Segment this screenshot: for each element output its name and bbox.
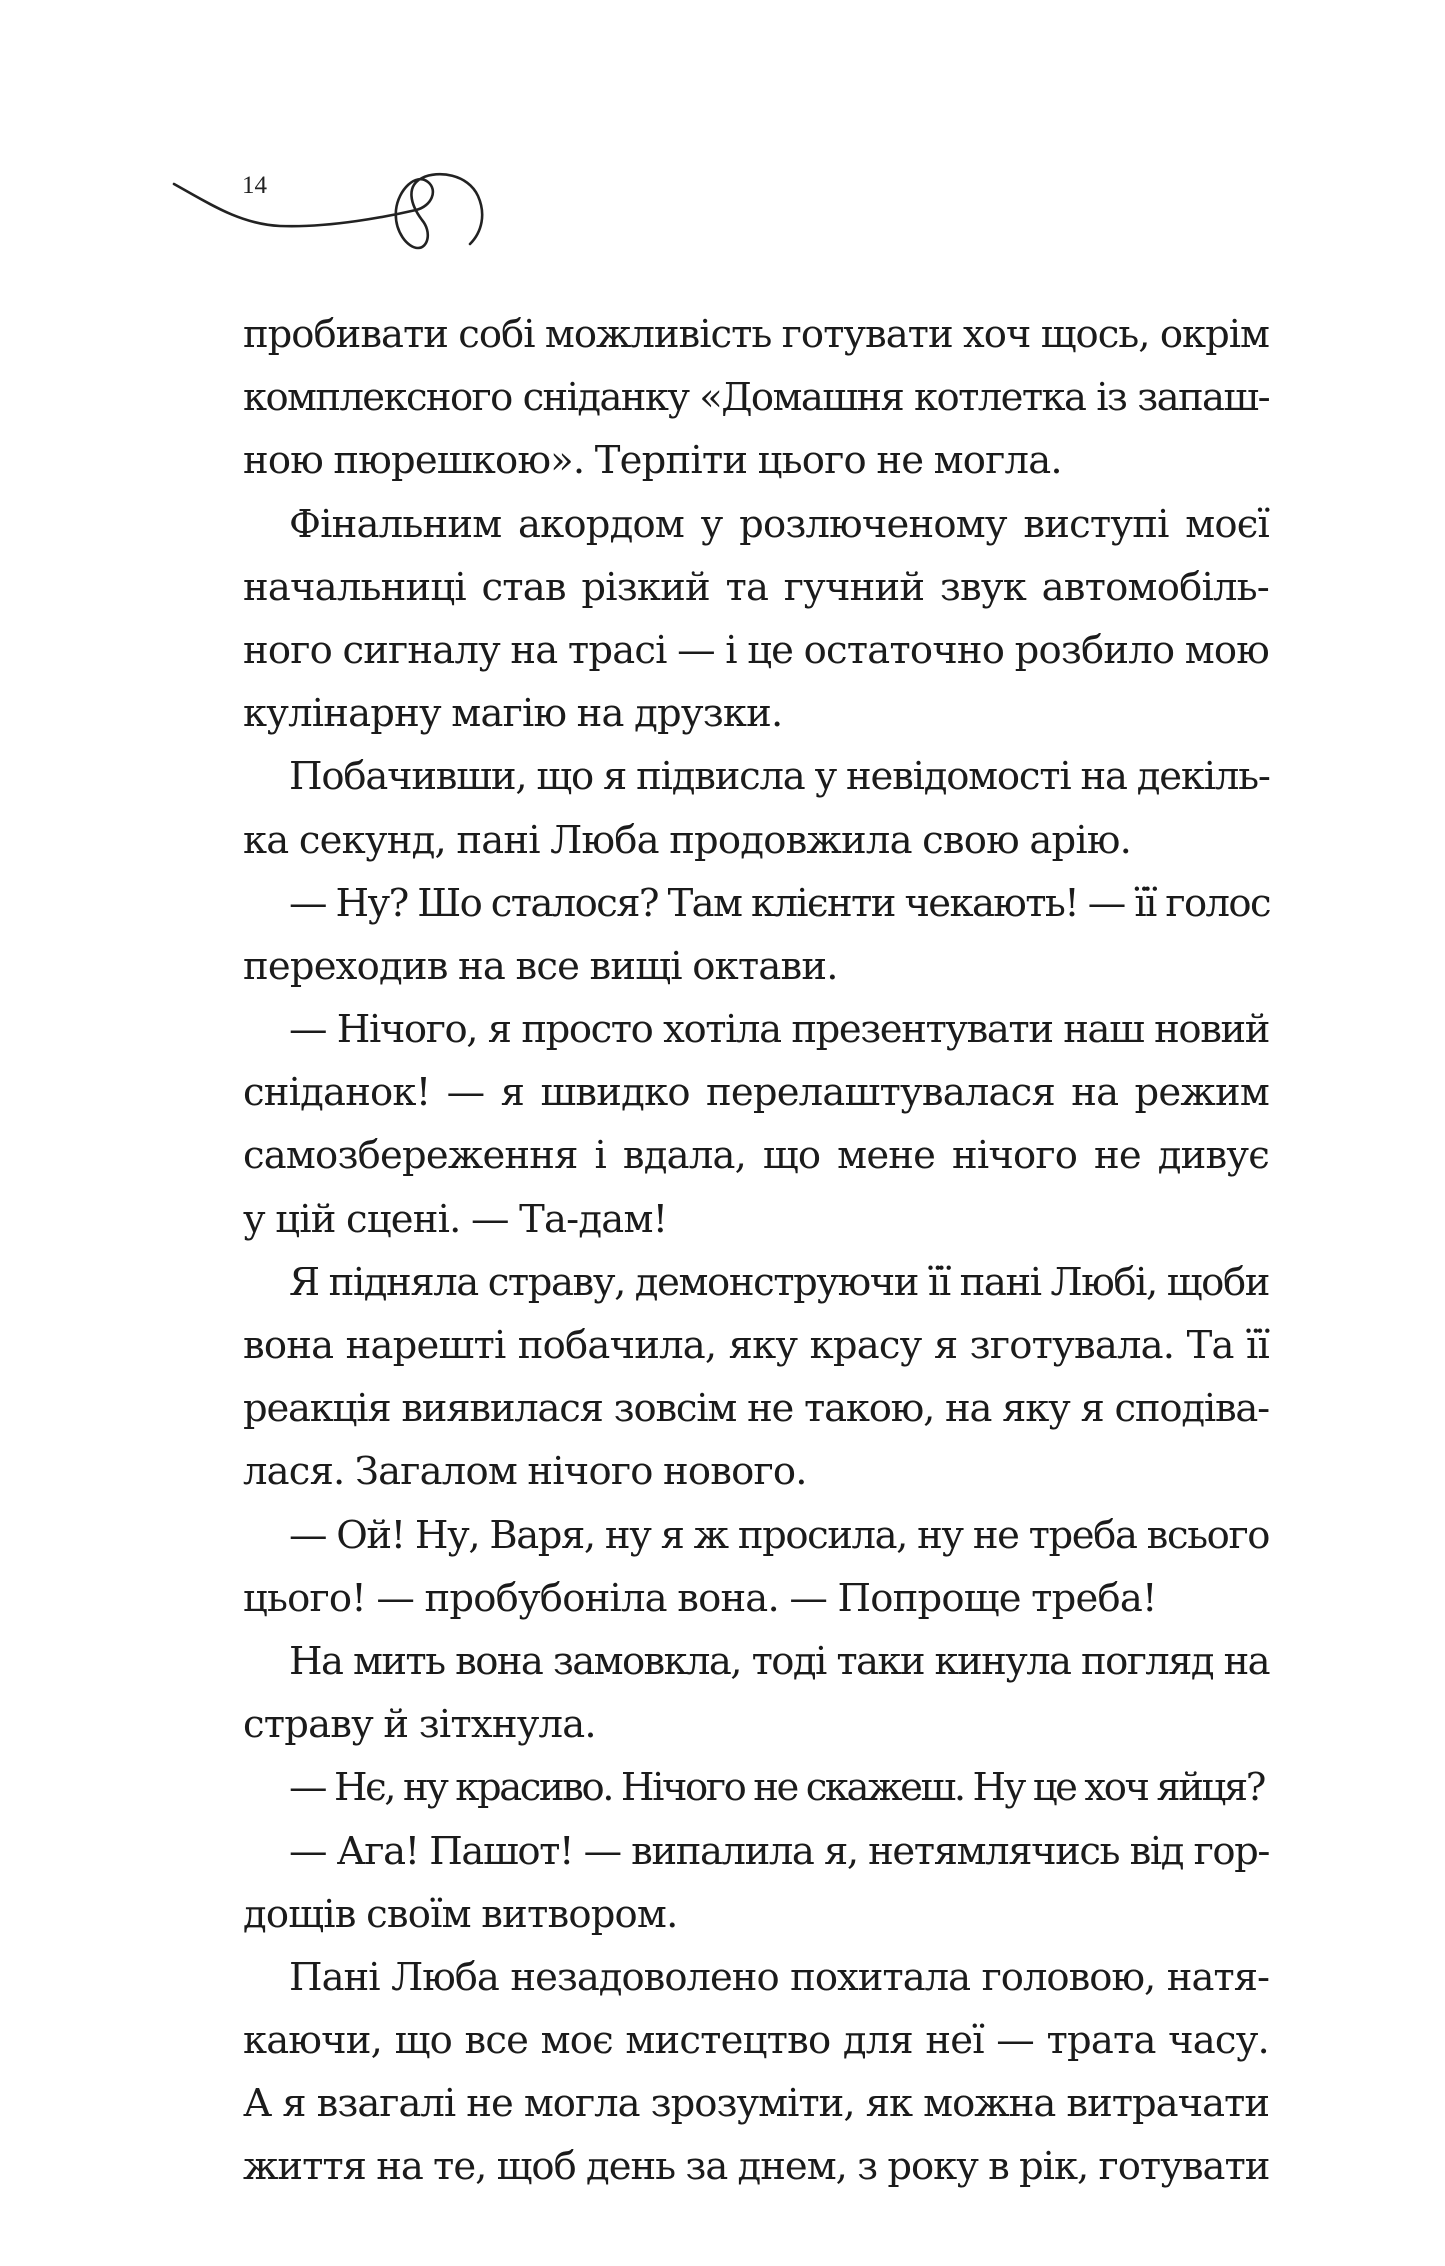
text-line: цього! — пробубоніла вона. — Попроще треба! xyxy=(243,1575,1157,1621)
text-line: ною пюрешкою». Терпіти цього не могла. xyxy=(243,438,1062,484)
text-line: Фінальним акордом у розлюченому виступі моєї xyxy=(289,501,1269,547)
text-line: Пані Люба незадоволено похитала головою, натя- xyxy=(289,1954,1269,2000)
paragraph xyxy=(243,1630,1269,1756)
text-line: кулінарну магію на друзки. xyxy=(243,691,783,737)
text-line: страву й зітхнула. xyxy=(243,1702,596,1748)
text-line: реакція виявилася зовсім не такою, на яку я сподіва- xyxy=(243,1386,1269,1432)
text-line: комплексного сніданку «Домашня котлетка із запаш- xyxy=(243,375,1269,421)
text-line: начальниці став різкий та гучний звук автомобіль- xyxy=(243,564,1269,610)
text-line: — Ну? Шо сталося? Там клієнти чекають! — її голос xyxy=(289,880,1270,926)
text-line: життя на те, щоб день за днем, з року в рік, готувати xyxy=(243,2144,1270,2190)
page-header xyxy=(170,160,490,270)
text-line: — Нє, ну красиво. Нічого не скажеш. Ну це хоч яйця? xyxy=(289,1765,1265,1811)
text-line: ного сигналу на трасі — і це остаточно розбило мою xyxy=(243,627,1269,673)
paragraph xyxy=(243,1251,1269,1504)
body-text xyxy=(243,303,1269,2199)
text-line: А я взагалі не могла зрозуміти, як можна витрачати xyxy=(243,2081,1269,2127)
text-line: ка секунд, пані Люба продовжила свою арію. xyxy=(243,817,1132,863)
text-line: — Нічого, я просто хотіла презентувати наш новий xyxy=(289,1007,1269,1053)
paragraph xyxy=(243,998,1269,1251)
text-line: дощів своїм витвором. xyxy=(243,1891,678,1937)
text-line: пробивати собі можливість готувати хоч щось, окрім xyxy=(243,312,1269,357)
paragraph xyxy=(243,1504,1269,1630)
text-line: вона нарешті побачила, яку красу я зготувала. Та її xyxy=(243,1323,1269,1368)
text-line: у цій сцені. — Та-дам! xyxy=(243,1196,668,1242)
paragraph xyxy=(243,493,1269,746)
text-line: На мить вона замовкла, тоді таки кинула погляд на xyxy=(289,1638,1269,1684)
flourish-swirl-icon xyxy=(170,160,490,270)
text-line: самозбереження і вдала, що мене нічого не дивує xyxy=(243,1133,1269,1179)
text-line: Побачивши, що я підвисла у невідомості на декіль- xyxy=(289,754,1270,800)
paragraph xyxy=(243,745,1269,871)
text-line: — Ой! Ну, Варя, ну я ж просила, ну не треба всього xyxy=(289,1512,1269,1558)
text-line: Я підняла страву, демонструючи її пані Любі, щоби xyxy=(289,1259,1269,1305)
text-line: переходив на все вищі октави. xyxy=(243,943,838,989)
text-line: лася. Загалом нічого нового. xyxy=(243,1449,807,1495)
page-number: 14 xyxy=(242,172,267,199)
paragraph xyxy=(243,303,1269,493)
paragraph xyxy=(243,872,1269,998)
paragraph xyxy=(243,1946,1269,2199)
text-line: — Ага! Пашот! — випалила я, нетямлячись від гор- xyxy=(289,1828,1269,1874)
paragraph xyxy=(243,1756,1269,1819)
text-line: каючи, що все моє мистецтво для неї — трата часу. xyxy=(243,2018,1269,2064)
text-line: сніданок! — я швидко перелаштувалася на режим xyxy=(243,1070,1269,1116)
paragraph xyxy=(243,1820,1269,1946)
